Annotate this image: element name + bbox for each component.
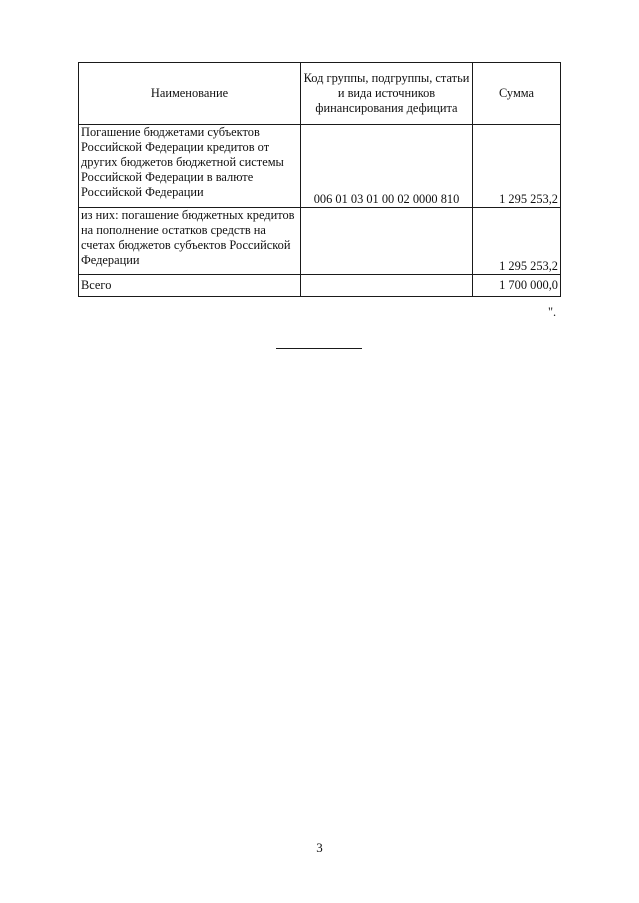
row-code [301,208,473,275]
table-total-row [79,275,561,297]
table-row [79,125,561,208]
closing-quote: ". [548,305,557,319]
row-sum: 1 295 253,2 [473,208,561,275]
row-sum: 1 295 253,2 [473,125,561,208]
row-name: Погашение бюджетами субъектов Российской Федерации кредитов от других бюджетов бюджетной системы Российской Федерации в валюте Российской Федерации [79,125,301,208]
row-name: из них: погашение бюджетных кредитов на пополнение остатков средств на счетах бюджетов субъектов Российской Федерации [79,208,301,275]
header-name: Наименование [79,63,301,125]
table-header-row [79,63,561,125]
total-sum: 1 700 000,0 [473,275,561,297]
financing-table [78,62,561,297]
table-row [79,208,561,275]
header-code: Код группы, подгруппы, статьи и вида источников финансирования дефицита [301,63,473,125]
row-code: 006 01 03 01 00 02 0000 810 [301,125,473,208]
page-number: 3 [316,840,323,855]
header-sum: Сумма [473,63,561,125]
separator-line [276,348,362,349]
total-label: Всего [79,275,301,297]
total-code [301,275,473,297]
